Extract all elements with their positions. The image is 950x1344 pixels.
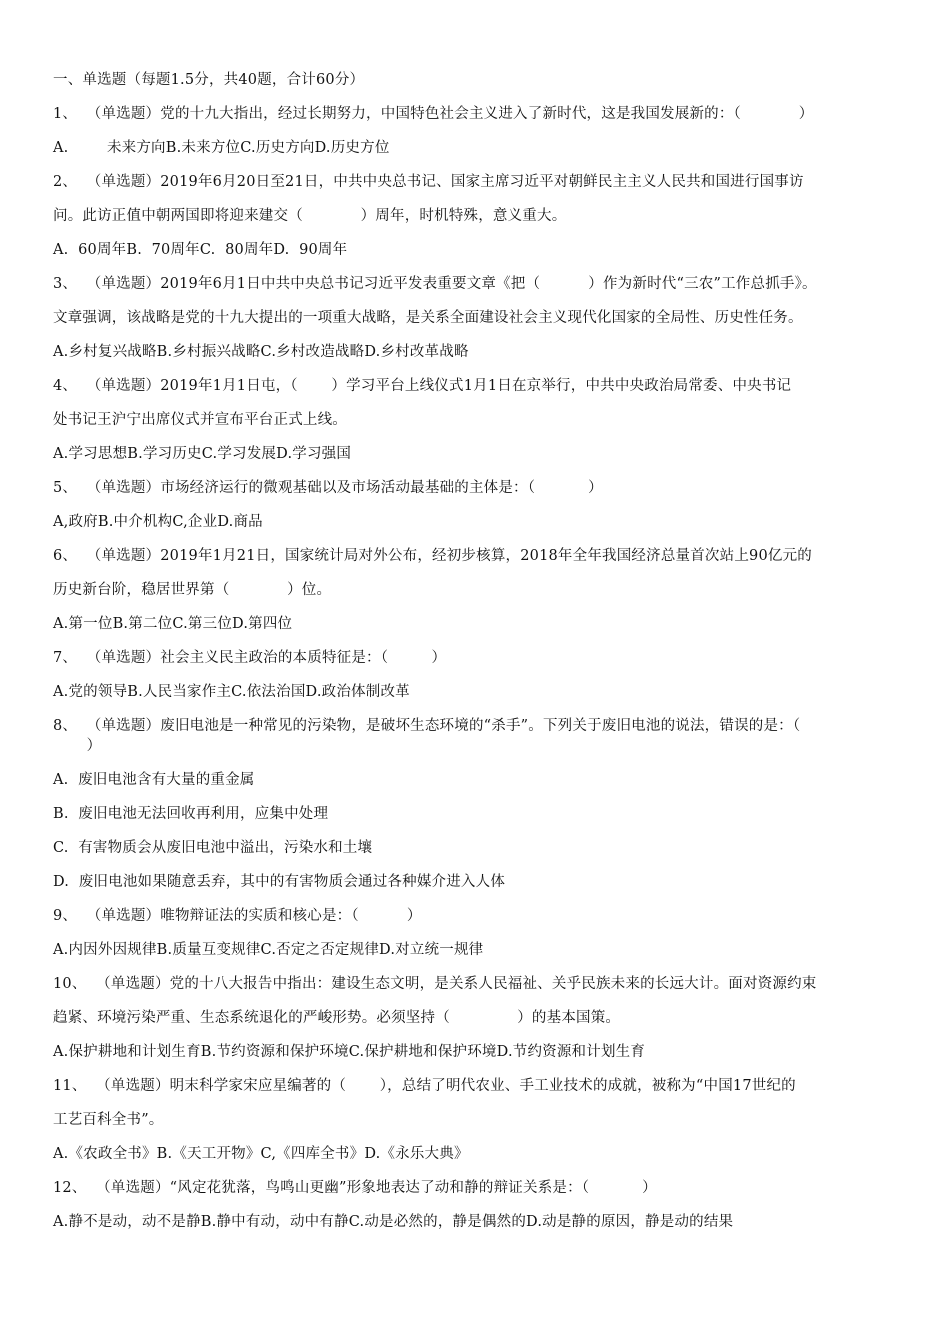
- question-8-option-c: C. 有害物质会从废旧电池中溢出，污染水和土壤: [53, 840, 373, 856]
- question-2-text: 2、 （单选题）2019年6月20日至21日，中共中央总书记、国家主席习近平对朝鲜民主主义人民共和国进行国事访: [53, 174, 804, 190]
- question-9-text: 9、 （单选题）唯物辩证法的实质和核心是：（ ）: [53, 908, 422, 924]
- question-10-text: 10、 （单选题）党的十八大报告中指出：建设生态文明，是关系人民福祉、关乎民族未来的长远大计。面对资源约束: [53, 976, 817, 992]
- question-7-options: A.党的领导B.人民当家作主C.依法治国D.政治体制改革: [53, 684, 410, 700]
- question-6-text: 6、 （单选题）2019年1月21日，国家统计局对外公布，经初步核算，2018年全年我国经济总量首次站上90亿元的: [53, 548, 812, 564]
- question-3-text-cont: 文章强调，该战略是党的十九大提出的一项重大战略，是关系全面建设社会主义现代化国家的全局性、历史性任务。: [53, 310, 803, 326]
- question-8-text-cont: ）: [53, 738, 102, 754]
- question-2-options: A. 60周年B. 70周年C. 80周年D. 90周年: [53, 242, 348, 258]
- question-5-options: A,政府B.中介机构C,企业D.商品: [53, 514, 263, 530]
- question-10-text-cont: 趋紧、环境污染严重、生态系统退化的严峻形势。必须坚持（ ）的基本国策。: [53, 1010, 621, 1026]
- question-11-text-cont: 工艺百科全书”。: [53, 1112, 164, 1128]
- question-8-option-d: D. 废旧电池如果随意丢弃，其中的有害物质会通过各种媒介进入人体: [53, 874, 506, 890]
- section-header: 一、单选题（每题1.5分，共40题，合计60分）: [53, 72, 365, 88]
- question-11-text: 11、 （单选题）明末科学家宋应星编著的（ ），总结了明代农业、手工业技术的成就，被称为“中国17世纪的: [53, 1078, 796, 1094]
- question-1-options: A. 未来方向B.未来方位C.历史方向D.历史方位: [53, 140, 390, 156]
- question-8-text: 8、 （单选题）废旧电池是一种常见的污染物，是破坏生态环境的“杀手”。下列关于废旧电池的说法，错误的是：（: [53, 718, 801, 734]
- question-1-text: 1、 （单选题）党的十九大指出，经过长期努力，中国特色社会主义进入了新时代，这是我国发展新的：（ ）: [53, 106, 814, 122]
- question-4-options: A.学习思想B.学习历史C.学习发展D.学习强国: [53, 446, 352, 462]
- question-11-options: A.《农政全书》B.《天工开物》C,《四库全书》D.《永乐大典》: [53, 1146, 469, 1162]
- question-7-text: 7、 （单选题）社会主义民主政治的本质特征是：（ ）: [53, 650, 447, 666]
- question-9-options: A.内因外因规律B.质量互变规律C.否定之否定规律D.对立统一规律: [53, 942, 484, 958]
- question-10-options: A.保护耕地和计划生育B.节约资源和保护环境C.保护耕地和保护环境D.节约资源和计划生育: [53, 1044, 646, 1060]
- question-2-text-cont: 问。此访正值中朝两国即将迎来建交（ ）周年，时机特殊，意义重大。: [53, 208, 567, 224]
- question-3-text: 3、 （单选题）2019年6月1日中共中央总书记习近平发表重要文章《把（ ）作为新时代“三农”工作总抓手》。: [53, 276, 817, 292]
- question-12-options: A.静不是动，动不是静B.静中有动，动中有静C.动是必然的，静是偶然的D.动是静的原因，静是动的结果: [53, 1214, 734, 1230]
- question-6-text-cont: 历史新台阶，稳居世界第（ ）位。: [53, 582, 332, 598]
- question-8-option-a: A. 废旧电池含有大量的重金属: [53, 772, 255, 788]
- question-4-text-cont: 处书记王沪宁出席仪式并宣布平台正式上线。: [53, 412, 347, 428]
- question-4-text: 4、 （单选题）2019年1月1日屯，（ ）学习平台上线仪式1月1日在京举行，中共中央政治局常委、中央书记: [53, 378, 792, 394]
- question-3-options: A.乡村复兴战略B.乡村振兴战略C.乡村改造战略D.乡村改革战略: [53, 344, 469, 360]
- question-12-text: 12、 （单选题）“风定花犹落，鸟鸣山更幽”形象地表达了动和静的辩证关系是：（ ）: [53, 1180, 657, 1196]
- question-5-text: 5、 （单选题）市场经济运行的微观基础以及市场活动最基础的主体是：（ ）: [53, 480, 603, 496]
- question-8-option-b: B. 废旧电池无法回收再利用，应集中处理: [53, 806, 329, 822]
- question-6-options: A.第一位B.第二位C.第三位D.第四位: [53, 616, 293, 632]
